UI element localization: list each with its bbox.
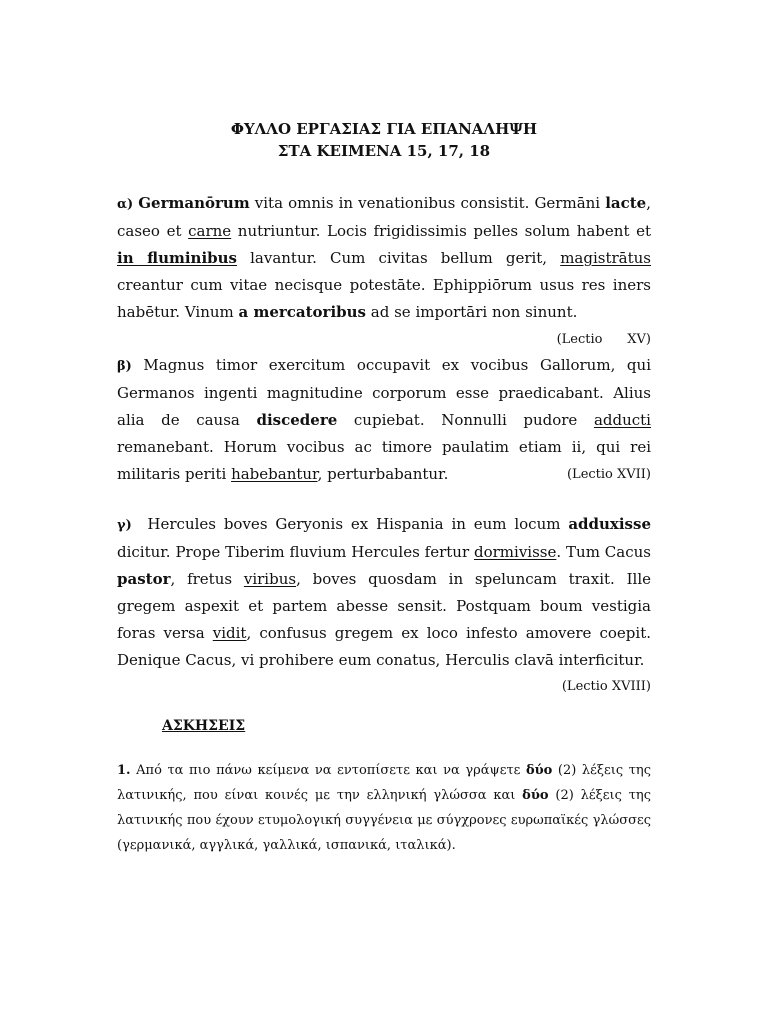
passage-a — [117, 190, 651, 353]
passage-b-source: (Lectio XVII) — [566, 467, 651, 482]
passage-a-text: vita omnis in venationibus consistit. Germāni — [249, 194, 606, 212]
passage-a-text: lavantur. Cum civitas bellum gerit, — [237, 249, 561, 267]
passage-b-text: remanebant. Horum vocibus ac timore paulatim etiam ii, qui rei militaris periti — [117, 438, 651, 483]
passage-c-text: , boves quosdam in speluncam traxit. Ille gregem aspexit et partem abesse sensit. Postquam boum vestigia foras versa — [117, 570, 651, 642]
passage-c-text: Hercules boves Geryonis ex Hispania in eum locum — [131, 515, 569, 533]
passage-c — [117, 511, 651, 674]
word-dormivisse: dormivisse — [474, 543, 557, 561]
passage-c-text: . Tum Cacus — [556, 543, 651, 561]
exercise-1-text: (2) λέξεις της λατινικής, που είναι κοινές με την ελληνική γλώσσα και — [117, 763, 652, 803]
word-magistratus: magistrātus — [560, 249, 651, 267]
word-germanorum: Germanōrum — [138, 194, 250, 212]
word-in-fluminibus: in fluminibus — [117, 249, 237, 267]
passage-c-marker: γ) — [117, 518, 132, 533]
title-line-2: ΣΤΑ ΚΕΙΜΕΝΑ 15, 17, 18 — [277, 142, 491, 160]
word-adducti: adducti — [593, 411, 651, 429]
page-title — [0, 118, 768, 162]
passage-b-text: Magnus timor exercitum occupavit ex vocibus Gallorum, qui Germanos ingenti magnitudine corporum esse praedicabant. Alius alia de causa — [117, 356, 651, 429]
passage-b-marker: β) — [117, 359, 132, 374]
word-discedere: discedere — [256, 411, 338, 429]
exercise-1-emphasis: δύο — [522, 788, 549, 803]
word-viribus: viribus — [243, 570, 297, 588]
word-carne: carne — [188, 222, 232, 240]
passage-a-marker: α) — [117, 197, 134, 212]
passage-a-text: nutriuntur. Locis frigidissimis pelles solum habent et — [231, 222, 651, 240]
passage-a-text: ad se importāri non sinunt. — [366, 303, 578, 321]
exercise-1-text: Από τα πιο πάνω κείμενα να εντοπίσετε και να γράψετε — [130, 763, 526, 778]
exercises-heading: ΑΣΚΗΣΕΙΣ — [162, 718, 246, 734]
exercise-1-number: 1. — [117, 763, 131, 778]
passage-c-text: , confusus gregem ex loco infesto amovere coepit. Denique Cacus, vi prohibere eum conatus, Herculis clavā interficitur. — [117, 624, 651, 669]
word-adduxisse: adduxisse — [568, 515, 651, 533]
passage-c-text: dicitur. Prope Tiberim fluvium Hercules fertur — [117, 543, 474, 561]
word-pastor: pastor — [117, 570, 171, 588]
passage-c-source: (Lectio XVIII) — [561, 679, 651, 694]
exercise-1 — [117, 758, 651, 858]
word-habebantur: habebantur — [231, 465, 318, 483]
title-line-1: ΦΥΛΛΟ ΕΡΓΑΣΙΑΣ ΓΙΑ ΕΠΑΝΑΛΗΨΗ — [230, 120, 538, 138]
passage-b-text: , perturbabantur. — [317, 465, 449, 483]
passage-b-text: cupiebat. Nonnulli pudore — [337, 411, 594, 429]
exercise-1-text: (2) λέξεις της λατινικής που έχουν ετυμολογική συγγένεια με σύγχρονες ευρωπαϊκές γλώσσες (γερμανικά, αγγλικά, γαλλικά, ισπανικά, ιταλικά). — [117, 788, 651, 853]
word-vidit: vidit — [212, 624, 247, 642]
passage-c-text: , fretus — [170, 570, 244, 588]
word-lacte: lacte — [605, 194, 647, 212]
word-a-mercatoribus: a mercatoribus — [238, 303, 367, 321]
passage-a-source: (Lectio XV) — [556, 332, 651, 347]
exercise-1-emphasis: δύο — [525, 763, 553, 778]
passage-a-text: , caseo et — [117, 194, 651, 240]
passage-a-text: creantur cum vitae necisque potestāte. Ephippiōrum usus res iners habētur. Vinum — [117, 276, 651, 321]
